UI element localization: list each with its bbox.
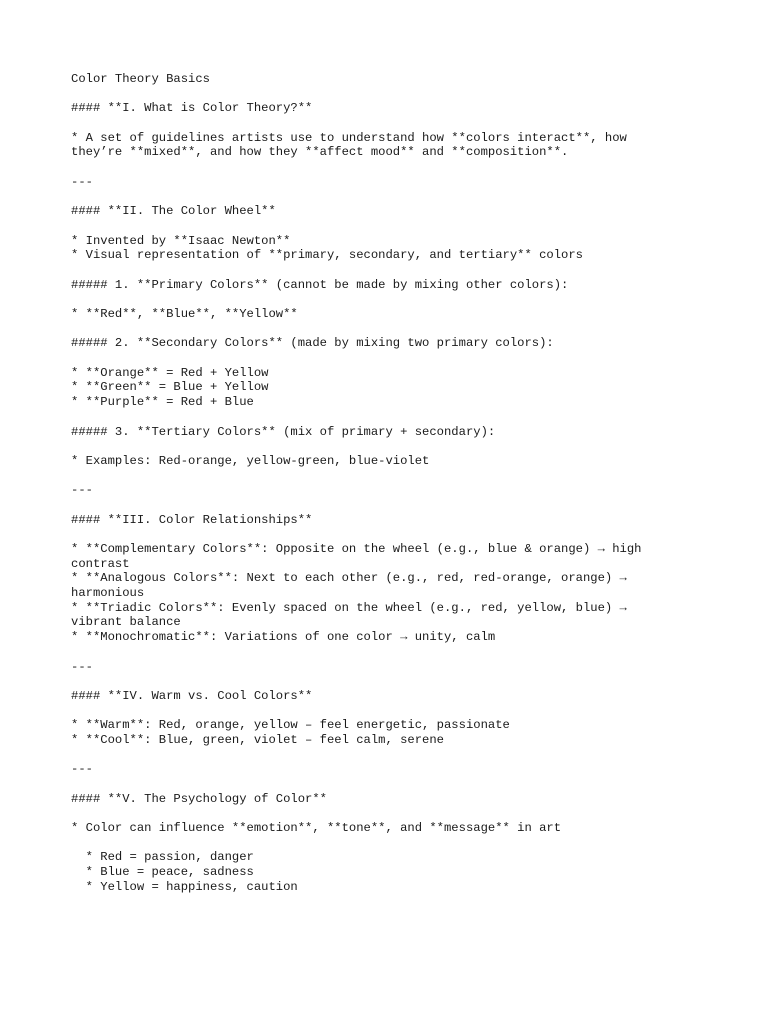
blank-line bbox=[71, 748, 711, 763]
blank-line bbox=[71, 263, 711, 278]
section-heading: #### **III. Color Relationships** bbox=[71, 512, 313, 527]
blank-line bbox=[71, 219, 711, 234]
bullet-line: * **Monochromatic**: Variations of one color → unity, calm bbox=[71, 630, 496, 645]
document-body bbox=[71, 72, 711, 895]
blank-line bbox=[71, 87, 711, 102]
blank-line bbox=[71, 410, 711, 425]
bullet-line: * Invented by **Isaac Newton** bbox=[71, 233, 291, 248]
subsection-heading: ##### 3. **Tertiary Colors** (mix of primary + secondary): bbox=[71, 424, 496, 439]
blank-line bbox=[71, 498, 711, 513]
blank-line bbox=[71, 704, 711, 719]
blank-line bbox=[71, 190, 711, 205]
blank-line bbox=[71, 116, 711, 131]
bullet-continuation: harmonious bbox=[71, 586, 145, 601]
bullet-line: * **Analogous Colors**: Next to each other (e.g., red, red-orange, orange) → bbox=[71, 571, 627, 586]
bullet-line: * A set of guidelines artists use to understand how **colors interact**, how bbox=[71, 130, 627, 145]
section-heading: #### **II. The Color Wheel** bbox=[71, 204, 276, 219]
bullet-line: * **Orange** = Red + Yellow bbox=[71, 365, 269, 380]
horizontal-rule: --- bbox=[71, 174, 93, 189]
horizontal-rule: --- bbox=[71, 483, 93, 498]
bullet-continuation: they’re **mixed**, and how they **affect mood** and **composition**. bbox=[71, 145, 569, 160]
nested-bullet-line: * Yellow = happiness, caution bbox=[71, 879, 298, 894]
section-heading: #### **V. The Psychology of Color** bbox=[71, 791, 327, 806]
bullet-line: * **Green** = Blue + Yellow bbox=[71, 380, 269, 395]
blank-line bbox=[71, 836, 711, 851]
horizontal-rule: --- bbox=[71, 762, 93, 777]
blank-line bbox=[71, 292, 711, 307]
bullet-line: * Color can influence **emotion**, **tone**, and **message** in art bbox=[71, 821, 562, 836]
section-heading: #### **IV. Warm vs. Cool Colors** bbox=[71, 688, 313, 703]
blank-line bbox=[71, 645, 711, 660]
blank-line bbox=[71, 777, 711, 792]
bullet-line: * **Red**, **Blue**, **Yellow** bbox=[71, 307, 298, 321]
subsection-heading: ##### 1. **Primary Colors** (cannot be made by mixing other colors): bbox=[71, 277, 569, 292]
blank-line bbox=[71, 160, 711, 175]
blank-line bbox=[71, 351, 711, 366]
bullet-line: * **Cool**: Blue, green, violet – feel calm, serene bbox=[71, 732, 444, 747]
bullet-line: * **Purple** = Red + Blue bbox=[71, 395, 254, 410]
blank-line bbox=[71, 469, 711, 484]
bullet-continuation: vibrant balance bbox=[71, 615, 181, 630]
bullet-line: * Examples: Red-orange, yellow-green, blue-violet bbox=[71, 453, 430, 468]
section-heading: #### **I. What is Color Theory?** bbox=[71, 101, 313, 116]
blank-line bbox=[71, 527, 711, 542]
blank-line bbox=[71, 806, 711, 821]
bullet-line: * **Warm**: Red, orange, yellow – feel energetic, passionate bbox=[71, 718, 510, 733]
blank-line bbox=[71, 322, 711, 337]
blank-line bbox=[71, 439, 711, 454]
bullet-line: * Visual representation of **primary, secondary, and tertiary** colors bbox=[71, 248, 583, 263]
blank-line bbox=[71, 674, 711, 689]
subsection-heading: ##### 2. **Secondary Colors** (made by mixing two primary colors): bbox=[71, 336, 554, 351]
bullet-continuation: contrast bbox=[71, 556, 130, 571]
bullet-line: * **Triadic Colors**: Evenly spaced on the wheel (e.g., red, yellow, blue) → bbox=[71, 600, 627, 615]
nested-bullet-line: * Blue = peace, sadness bbox=[71, 865, 254, 880]
horizontal-rule: --- bbox=[71, 659, 93, 674]
bullet-line: * **Complementary Colors**: Opposite on the wheel (e.g., blue & orange) → high bbox=[71, 542, 642, 556]
nested-bullet-line: * Red = passion, danger bbox=[71, 850, 254, 865]
document-title: Color Theory Basics bbox=[71, 72, 210, 86]
